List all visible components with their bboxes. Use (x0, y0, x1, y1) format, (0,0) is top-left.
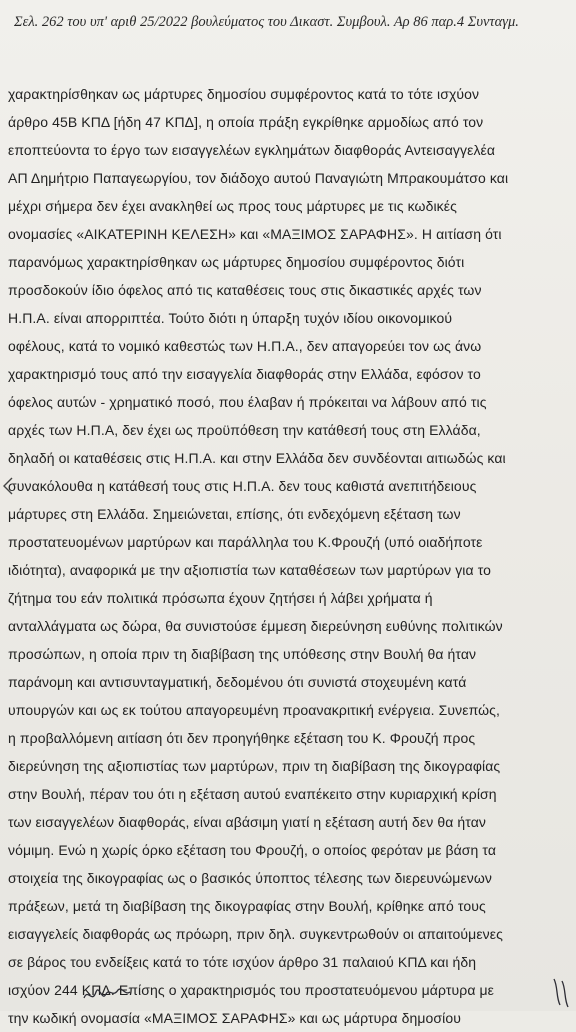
text-line: ονομασίες «ΑΙΚΑΤΕΡΙΝΗ ΚΕΛΕΣΗ» και «ΜΑΞΙΜΟΣ ΣΑΡΑΦΗΣ». Η αιτίαση ότι (8, 226, 502, 242)
signature-scribble-icon (80, 980, 140, 1006)
corner-handwriting-mark-icon (548, 975, 572, 1011)
text-line: στην Βουλή, πέραν του ότι η εξέταση αυτού εναπέκειτο στην κυριαρχική κρίση (8, 786, 497, 802)
text-line: δηλαδή οι καταθέσεις στις Η.Π.Α. και στην Ελλάδα δεν συνδέονται αιτιωδώς και (8, 450, 506, 466)
text-line: προσώπων, η οποία πριν τη διαβίβαση της υπόθεσης στην Βουλή θα ήταν (8, 646, 477, 662)
text-line: εισαγγελείς διαφθοράς ως πρόωρη, πριν δηλ. συγκεντρωθούν οι απαιτούμενες (8, 926, 503, 942)
text-line: σε βάρος του ενδείξεις κατά το τότε ισχύον άρθρο 31 παλαιού ΚΠΔ και ήδη (8, 954, 477, 970)
text-line: άρθρο 45Β ΚΠΔ [ήδη 47 ΚΠΔ], η οποία πράξη εγκρίθηκε αρμοδίως από τον (8, 114, 484, 130)
text-line: Η.Π.Α. είναι απορριπτέα. Τούτο διότι η ύπαρξη τυχόν ιδίου οικονομικού (8, 310, 453, 326)
text-line: προστατευομένων μαρτύρων και παράλληλα του Κ.Φρουζή (υπό οιαδήποτε (8, 534, 483, 550)
text-line: ΑΠ Δημήτριο Παπαγεωργίου, τον διάδοχο αυτού Παναγιώτη Μπρακουμάτσο και (8, 170, 509, 186)
text-line: ισχύον 244 ΚΠΔ. Επίσης ο χαρακτηρισμός του προστατευόμενου μάρτυρα με (8, 982, 495, 998)
text-line: παράνομη και αντισυνταγματική, δεδομένου ότι συνιστά στοχευμένη κατά (8, 674, 467, 690)
text-line: χαρακτηρίσθηκαν ως μάρτυρες δημοσίου συμφέροντος κατά το τότε ισχύον (8, 86, 480, 102)
text-line: στοιχεία της δικογραφίας ως ο βασικός ύποπτος τέλεσης των διερευνώμενων (8, 870, 493, 886)
text-line: χαρακτηρισμό τους από την εισαγγελία διαφθοράς στην Ελλάδα, εφόσον το (8, 366, 481, 382)
text-line: υπουργών και ως εκ τούτου απαγορευμένη προανακριτική ενέργεια. Συνεπώς, (8, 702, 501, 718)
text-line: ζήτημα του εάν πολιτικά πρόσωπα έχουν ζητήσει ή λάβει χρήματα ή (8, 590, 433, 606)
text-line: προσδοκούν ίδιο όφελος από τις καταθέσεις τους στις δικαστικές αρχές των (8, 282, 482, 298)
text-line: ιδιότητα), αναφορικά με την αξιοπιστία των καταθέσεων των μαρτύρων για το (8, 562, 492, 578)
text-line: συνακόλουθα η κατάθεσή τους στις Η.Π.Α. δεν τους καθιστά ανεπιτήδειους (8, 478, 477, 494)
text-line: των εισαγγελέων διαφθοράς, είναι αβάσιμη γιατί η εξέταση αυτή δεν θα ήταν (8, 814, 487, 830)
document-body (8, 80, 568, 1032)
text-line: διερεύνηση της αξιοπιστίας των μαρτύρων, πριν τη διαβίβαση της δικογραφίας (8, 758, 501, 774)
text-line: μάρτυρες στη Ελλάδα. Σημειώνεται, επίσης, ότι ενδεχόμενη εξέταση των (8, 506, 461, 522)
text-line: εποπτεύοντα το έργο των εισαγγελέων εγκλημάτων διαφθοράς Αντεισαγγελέα (8, 142, 496, 158)
text-line: οφέλους, κατά το νομικό καθεστώς των Η.Π.Α., δεν απαγορεύει τον ως άνω (8, 338, 482, 354)
text-line: μέχρι σήμερα δεν έχει ανακληθεί ως προς τους μάρτυρες με τις κωδικές (8, 198, 457, 214)
text-line: ανταλλάγματα ως δώρα, θα συνιστούσε έμμεση διερεύνηση ευθύνης πολιτικών (8, 618, 503, 634)
text-line: όφελος αυτών - χρηματικό ποσό, που έλαβαν ή πρόκειται να λάβουν από τις (8, 394, 487, 410)
text-line: η προβαλλόμενη αιτίαση ότι δεν προηγήθηκε εξέταση του Κ. Φρουζή προς (8, 730, 476, 746)
text-line: παρανόμως χαρακτηρίσθηκαν ως μάρτυρες δημοσίου συμφέροντος διότι (8, 254, 465, 270)
text-line: νόμιμη. Ενώ η χωρίς όρκο εξέταση του Φρουζή, ο οποίος φερόταν με βάση τα (8, 842, 497, 858)
text-line: την κωδική ονομασία «ΜΑΞΙΜΟΣ ΣΑΡΑΦΗΣ» και ως μάρτυρα δημοσίου (8, 1010, 461, 1026)
text-line: αρχές των Η.Π.Α, δεν έχει ως προϋπόθεση την κατάθεσή τους στη Ελλάδα, (8, 422, 481, 438)
page-header: Σελ. 262 του υπ' αριθ 25/2022 βουλεύματος του Δικαστ. Συμβουλ. Αρ 86 παρ.4 Συνταγμ. (14, 14, 519, 30)
text-line: πράξεων, μετά τη διαβίβαση της δικογραφίας στην Βουλή, κρίθηκε από τους (8, 898, 486, 914)
